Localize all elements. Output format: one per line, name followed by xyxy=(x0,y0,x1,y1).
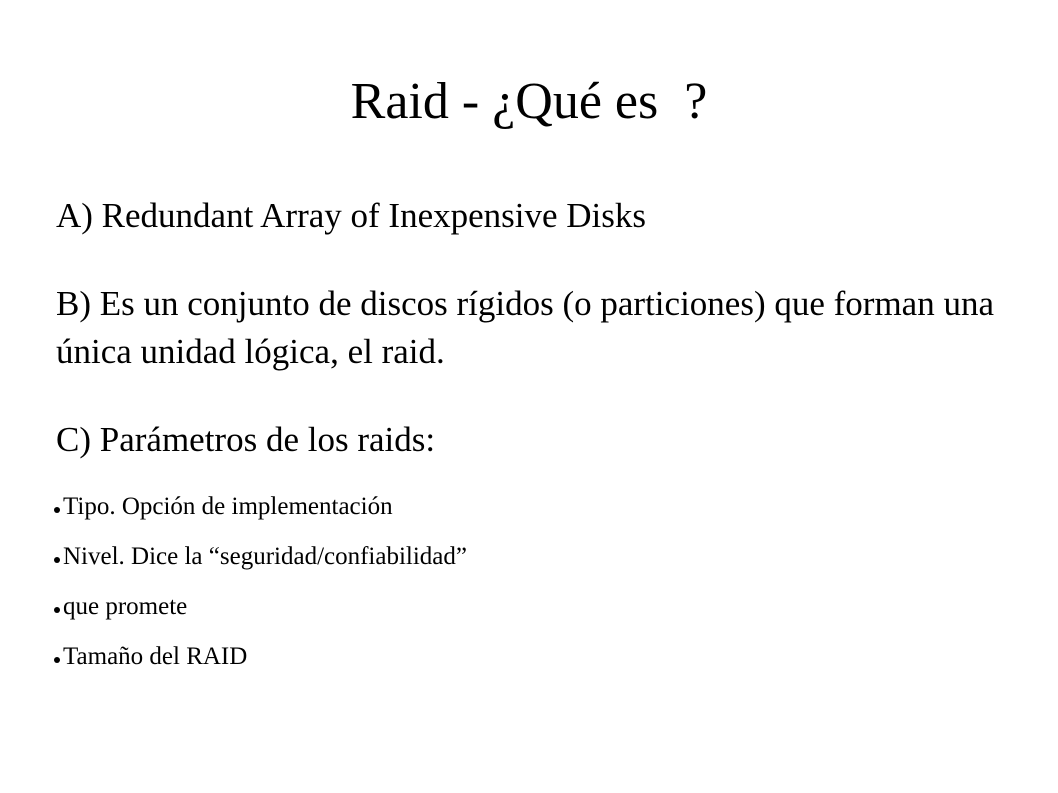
bullet-text: Tipo. Opción de implementación xyxy=(63,493,393,520)
bullet-dot-icon xyxy=(54,507,60,513)
paragraph-b: B) Es un conjunto de discos rígidos (o particiones) que forman una única unidad lógica, el raid. xyxy=(56,284,994,371)
bullet-list xyxy=(54,482,467,682)
bullet-text: que promete xyxy=(63,593,188,620)
bullet-dot-icon xyxy=(54,657,60,663)
slide-title: Raid - ¿Qué es ? xyxy=(350,73,708,130)
paragraph-a: A) Redundant Array of Inexpensive Disks xyxy=(56,196,647,235)
paragraph-c: C) Parámetros de los raids: xyxy=(56,420,436,459)
bullet-text: Nivel. Dice la “seguridad/confiabilidad” xyxy=(63,543,468,570)
bullet-text: Tamaño del RAID xyxy=(63,643,248,670)
bullet-item-tamano xyxy=(54,632,467,682)
bullet-dot-icon xyxy=(54,557,60,563)
bullet-item-nivel xyxy=(54,532,467,582)
bullet-item-promete xyxy=(54,582,467,632)
bullet-item-tipo xyxy=(54,482,467,532)
bullet-dot-icon xyxy=(54,607,60,613)
